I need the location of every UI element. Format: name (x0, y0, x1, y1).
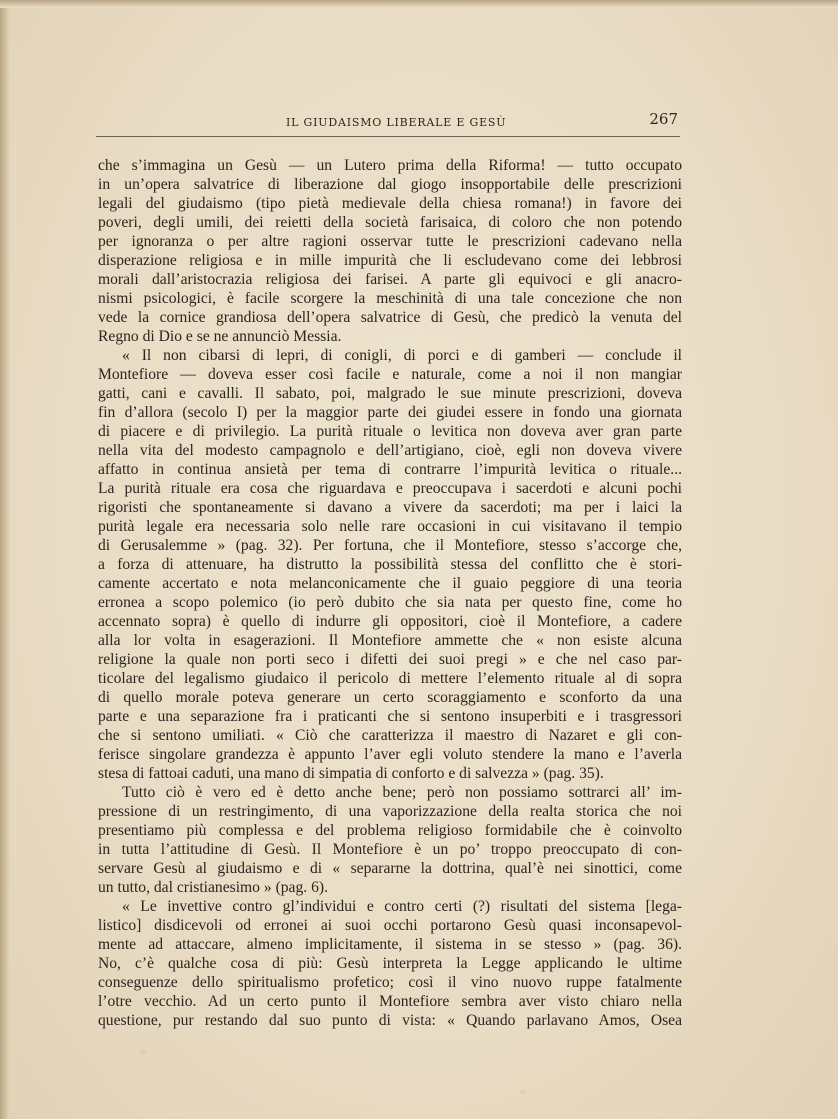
text-line: Tutto ciò è vero ed è detto anche bene; però non possiamo sottrarci all’ im- (122, 784, 682, 801)
paper-spot (140, 1050, 146, 1055)
text-line: che s’immagina un Gesù — un Lutero prima della Riforma! — tutto occupato (98, 157, 682, 174)
text-line: Montefiore — doveva esser così facile e naturale, come a noi il non mangiar (98, 366, 682, 383)
text-line: stesa di fattoai caduti, una mano di simpatia di conforto e di salvezza » (pag. 35). (98, 765, 604, 782)
text-line: presentiamo più complessa e del problema religioso formidabile che è coinvolto (98, 822, 682, 839)
text-line: di quello morale poteva generare un certo scoraggiamento e sconforto da una (98, 689, 682, 706)
text-line: camente accertato e nota melanconicamente che il guaio peggiore di una teoria (98, 575, 682, 592)
text-line: No, c’è qualche cosa di più: Gesù interpreta la Legge applicando le ultime (98, 955, 682, 972)
text-line: legali del giudaismo (tipo pietà medievale della chiesa romana!) in favore dei (98, 195, 682, 212)
body-text (98, 156, 682, 1030)
text-line: accennato sopra) è quello di indurre gli oppositori, cioè il Montefiore, a cadere (98, 613, 682, 630)
paper-spot (520, 1090, 525, 1094)
text-line: fin d’allora (secolo I) per la maggior parte dei giudei essere in fondo una giornata (98, 404, 682, 421)
text-line: ticolare del legalismo giudaico il pericolo di mettere l’elemento rituale al di sopra (98, 670, 682, 687)
text-line: un tutto, dal cristianesimo » (pag. 6). (98, 879, 328, 896)
page-number: 267 (649, 110, 678, 128)
text-line: l’otre vecchio. Ad un certo punto il Montefiore sembra aver visto chiaro nella (98, 993, 682, 1010)
text-line: di Gerusalemme » (pag. 32). Per fortuna, che il Montefiore, stesso s’accorge che, (98, 537, 682, 554)
text-line: di piacere e di privilegio. La purità rituale o levitica non doveva aver gran parte (98, 423, 682, 440)
text-line: La purità rituale era cosa che riguardava e preoccupava i sacerdoti e alcuni pochi (98, 480, 682, 497)
running-title: IL GIUDAISMO LIBERALE E GESÙ (286, 116, 507, 129)
text-line: in tutta l’attitudine di Gesù. Il Montefiore è un po’ troppo preoccupato di con- (98, 841, 682, 858)
text-line: Regno di Dio e se ne annunciò Messia. (98, 328, 342, 345)
text-line: per ignoranza o per altre ragioni osservar tutte le prescrizioni cadevano nella (98, 233, 682, 250)
text-line: religione la quale non porti seco i difetti dei suoi pregi » e che nel caso par- (98, 651, 682, 668)
text-line: disperazione religiosa e in mille impurità che li escludevano come dei lebbrosi (98, 252, 682, 269)
text-line: a forza di attenuare, ha distrutto la possibilità stessa del conflitto che è stori- (98, 556, 682, 573)
text-line: rigoristi che spontaneamente si davano a vivere da sacerdoti; ma per i laici la (98, 499, 682, 516)
text-line: in un’opera salvatrice di liberazione dal giogo insopportabile delle prescrizioni (98, 176, 682, 193)
page-edge-left (0, 0, 10, 1119)
text-line: purità legale era necessaria solo nelle rare occasioni in cui visitavano il tempio (98, 518, 682, 535)
text-line: nella vita del modesto campagnolo e dell’artigiano, cioè, egli non doveva vivere (98, 442, 682, 459)
text-line: « Il non cibarsi di lepri, di conigli, di porci e di gamberi — conclude il (122, 347, 682, 364)
text-line: conseguenze dello spiritualismo profetico; così il vino nuovo ruppe fatalmente (98, 974, 682, 991)
text-line: ferisce singolare grandezza è appunto l’aver egli voluto stendere la mano e l’averla (98, 746, 682, 763)
text-line: affatto in continua ansietà per tema di contrarre l’impurità levitica o rituale... (98, 461, 682, 478)
text-line: « Le invettive contro gl’individui e contro certi (?) risultati del sistema [lega- (122, 898, 682, 915)
text-line: nismi psicologici, è facile scorgere la meschinità di una tale concezione che non (98, 290, 682, 307)
text-line: listico] disdicevoli od erronei ai suoi occhi portarono Gesù quasi inconsapevol- (98, 917, 682, 934)
text-line: vede la cornice grandiosa dell’opera salvatrice di Gesù, che predicò la venuta del (98, 309, 682, 326)
text-line: morali dall’aristocrazia religiosa dei farisei. A parte gli equivoci e gli anacro- (98, 271, 682, 288)
text-line: servare Gesù al giudaismo e di « separarne la dottrina, qual’è nei sinottici, come (98, 860, 682, 877)
text-line: erronea a scopo polemico (io però dubito che sia nata per questo fine, come ho (98, 594, 682, 611)
text-line: alla lor volta in esagerazioni. Il Montefiore ammette che « non esiste alcuna (98, 632, 682, 649)
text-line: poveri, degli umili, dei reietti della società farisaica, di coloro che non potendo (98, 214, 682, 231)
text-line: pressione di un restringimento, di una vaporizzazione della realta storica che noi (98, 803, 682, 820)
text-line: gatti, cani e cavalli. Il sabato, poi, malgrado le sue minute prescrizioni, doveva (98, 385, 682, 402)
page-header (96, 110, 680, 137)
text-line: questione, pur restando dal suo punto di vista: « Quando parlavano Amos, Osea (98, 1012, 682, 1029)
page-edge-top (0, 0, 838, 8)
text-line: che si sentono umiliati. « Ciò che caratterizza il maestro di Nazaret e gli con- (98, 727, 682, 744)
text-line: mente ad attaccare, almeno implicitamente, il sistema in se stesso » (pag. 36). (98, 936, 682, 953)
text-line: parte e una separazione fra i praticanti che si sentono insuperbiti e i trasgressori (98, 708, 682, 725)
